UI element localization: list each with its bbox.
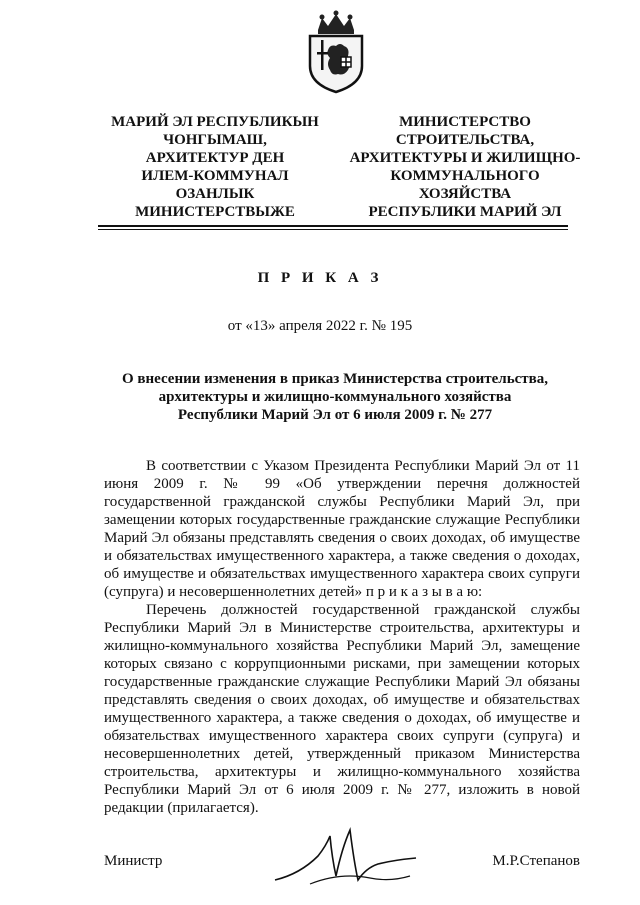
header-right-line: МИНИСТЕРСТВО xyxy=(399,114,531,130)
body-paragraph: В соответствии с Указом Президента Республики Марий Эл от 11 июня 2009 г. № 99 «Об утверждении перечня должностей государственной гражданской службы Республики Марий Эл, при замещении которых государственные гражданские служащие Республики Марий Эл обязаны представлять сведения о своих доходах, об имуществе и обязательствах имущественного характера, а также сведения о доходах, об имуществе и обязательствах имущественного характера своих супруги (супруга) и несовершеннолетних детей» п р и к а з ы в а ю: xyxy=(104,458,580,600)
document-title: П Р И К А З xyxy=(257,270,383,286)
header-left-line: МАРИЙ ЭЛ РЕСПУБЛИКЫН xyxy=(111,114,319,130)
header-left-line: ОЗАНЛЫК xyxy=(175,186,255,202)
header-right-line: КОММУНАЛЬНОГО xyxy=(390,168,540,184)
header-divider-thin xyxy=(98,229,568,230)
header-right-line: ХОЗЯЙСТВА xyxy=(418,186,512,202)
header-left-line: АРХИТЕКТУР ДЕН xyxy=(145,150,285,166)
header-right-ministry-name xyxy=(335,113,595,221)
handwritten-signature-icon xyxy=(270,818,420,898)
header-left-ministry-name xyxy=(90,113,340,221)
header-left-line: ИЛЕМ-КОММУНАЛ xyxy=(141,168,289,184)
signer-name: М.Р.Степанов xyxy=(492,853,580,869)
header-right-line: РЕСПУБЛИКИ МАРИЙ ЭЛ xyxy=(368,204,562,220)
document-body xyxy=(104,457,580,817)
document-date-number: от «13» апреля 2022 г. № 195 xyxy=(227,318,413,334)
header-right-line: АРХИТЕКТУРЫ И ЖИЛИЩНО- xyxy=(349,150,581,166)
document-subject xyxy=(110,370,560,424)
header-left-line: МИНИСТЕРСТВЫЖЕ xyxy=(135,204,295,220)
header-left-line: ЧОНГЫМАШ, xyxy=(163,132,267,148)
subject-line: О внесении изменения в приказ Министерства строительства, xyxy=(121,371,549,387)
body-paragraph: Перечень должностей государственной гражданской службы Республики Марий Эл в Министерстве строительства, архитектуры и жилищно-коммунального хозяйства Республики Марий Эл, замещение которых связано с коррупционными рисками, при замещении которых государственные гражданские служащие Республики Марий Эл обязаны представлять сведения о своих доходах, об имуществе и обязательствах имущественного характера, а также сведения о доходах, об имуществе и обязательствах имущественного характера своих супруги (супруга) и несовершеннолетних детей, утвержденный приказом Министерства строительства, архитектуры и жилищно-коммунального хозяйства Республики Марий Эл от 6 июля 2009 г. № 277, изложить в новой редакции (прилагается). xyxy=(104,602,580,816)
coat-of-arms-icon xyxy=(294,10,378,94)
subject-line: Республики Марий Эл от 6 июля 2009 г. № 277 xyxy=(177,407,493,423)
subject-line: архитектуры и жилищно-коммунального хозяйства xyxy=(158,389,512,405)
signer-role: Министр xyxy=(104,853,163,869)
header-divider-thick xyxy=(98,225,568,227)
header-right-line: СТРОИТЕЛЬСТВА, xyxy=(395,132,535,148)
